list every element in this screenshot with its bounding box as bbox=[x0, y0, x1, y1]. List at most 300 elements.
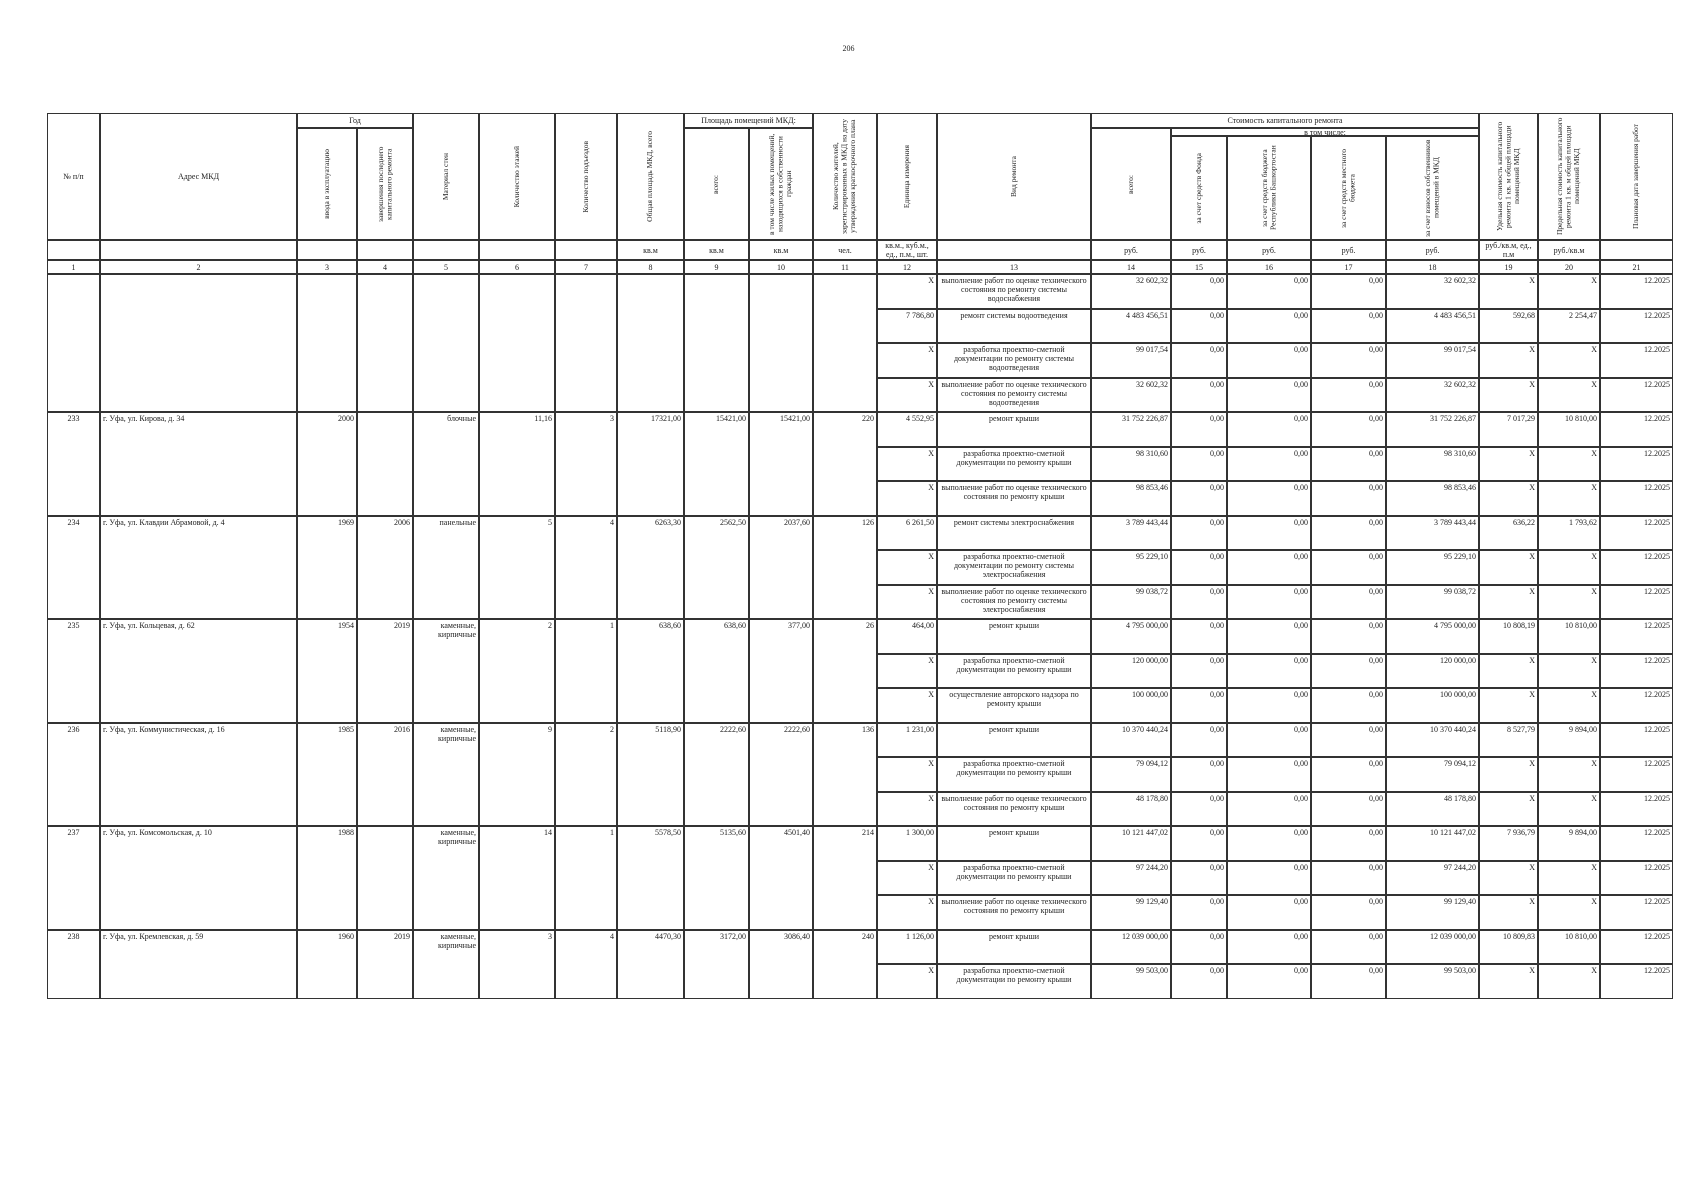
house-residents: 214 bbox=[813, 826, 877, 930]
work-type-cell: ремонт крыши bbox=[937, 723, 1091, 758]
work-lim-cell: 10 810,00 bbox=[1538, 619, 1600, 654]
work-unit-cell: X bbox=[877, 792, 937, 827]
house-prem-total bbox=[684, 274, 749, 412]
header-owners-text: за счет взносов собственников помещений в МКД bbox=[1423, 139, 1441, 237]
work-total-cell: 32 602,32 bbox=[1091, 378, 1171, 413]
house-wall: каменные, кирпичные bbox=[413, 826, 479, 930]
work-fund-cell: 0,00 bbox=[1171, 826, 1227, 861]
header-deadline-text: Плановая дата завершения работ bbox=[1631, 123, 1641, 230]
header-owners bbox=[1386, 136, 1479, 240]
work-lim-cell: 9 894,00 bbox=[1538, 723, 1600, 758]
work-own-cell: 95 229,10 bbox=[1386, 550, 1479, 585]
header-unit-cell-3 bbox=[297, 240, 357, 260]
page-number: 206 bbox=[842, 44, 855, 53]
work-total-cell: 99 017,54 bbox=[1091, 343, 1171, 378]
work-rep-cell: 0,00 bbox=[1227, 895, 1311, 930]
header-entrances bbox=[555, 113, 617, 240]
house-residents: 126 bbox=[813, 516, 877, 620]
work-rep-cell: 0,00 bbox=[1227, 826, 1311, 861]
column-number-15: 15 bbox=[1171, 260, 1227, 274]
work-unit-cell: X bbox=[877, 274, 937, 309]
house-address: г. Уфа, ул. Кирова, д. 34 bbox=[100, 412, 297, 516]
column-number-7: 7 bbox=[555, 260, 617, 274]
work-total-cell: 120 000,00 bbox=[1091, 654, 1171, 689]
work-spec-cell: 7 936,79 bbox=[1479, 826, 1538, 861]
work-spec-cell: 10 808,19 bbox=[1479, 619, 1538, 654]
header-deadline bbox=[1600, 113, 1673, 240]
house-total-area: 4470,30 bbox=[617, 930, 684, 999]
house-prem-total: 638,60 bbox=[684, 619, 749, 723]
house-num: 235 bbox=[47, 619, 100, 723]
work-unit-cell: X bbox=[877, 585, 937, 620]
work-own-cell: 98 853,46 bbox=[1386, 481, 1479, 516]
work-total-cell: 4 483 456,51 bbox=[1091, 309, 1171, 344]
work-total-cell: 79 094,12 bbox=[1091, 757, 1171, 792]
work-fund-cell: 0,00 bbox=[1171, 895, 1227, 930]
work-unit-cell: 1 231,00 bbox=[877, 723, 937, 758]
work-date-cell: 12.2025 bbox=[1600, 516, 1673, 551]
work-own-cell: 99 038,72 bbox=[1386, 585, 1479, 620]
header-limit-text: Предельная стоимость капитального ремонта 1 кв. м общей площади помещений МКД bbox=[1555, 117, 1582, 236]
work-own-cell: 79 094,12 bbox=[1386, 757, 1479, 792]
column-number-6: 6 bbox=[479, 260, 555, 274]
work-date-cell: 12.2025 bbox=[1600, 792, 1673, 827]
house-prem-incl: 2037,60 bbox=[749, 516, 813, 620]
work-loc-cell: 0,00 bbox=[1311, 792, 1386, 827]
work-type-cell: выполнение работ по оценке технического состояния по ремонту системы электроснабжения bbox=[937, 585, 1091, 620]
house-year-repair: 2006 bbox=[357, 516, 413, 620]
header-unit-cell-16: руб. bbox=[1227, 240, 1311, 260]
header-unit-cell-17: руб. bbox=[1311, 240, 1386, 260]
work-spec-cell: X bbox=[1479, 688, 1538, 723]
work-spec-cell: X bbox=[1479, 447, 1538, 482]
header-unit-cell-19: руб./кв.м, ед., п.м bbox=[1479, 240, 1538, 260]
work-rep-cell: 0,00 bbox=[1227, 481, 1311, 516]
header-total-area-text: Общая площадь МКД, всего bbox=[645, 131, 655, 222]
work-lim-cell: X bbox=[1538, 654, 1600, 689]
work-date-cell: 12.2025 bbox=[1600, 930, 1673, 965]
house-year-built: 1960 bbox=[297, 930, 357, 999]
work-type-cell: разработка проектно-сметной документации по ремонту системы электроснабжения bbox=[937, 550, 1091, 585]
work-total-cell: 12 039 000,00 bbox=[1091, 930, 1171, 965]
work-lim-cell: 10 810,00 bbox=[1538, 930, 1600, 965]
work-fund-cell: 0,00 bbox=[1171, 930, 1227, 965]
house-num bbox=[47, 274, 100, 412]
work-date-cell: 12.2025 bbox=[1600, 723, 1673, 758]
work-unit-cell: X bbox=[877, 654, 937, 689]
house-prem-total: 15421,00 bbox=[684, 412, 749, 516]
work-fund-cell: 0,00 bbox=[1171, 964, 1227, 999]
house-year-built: 1954 bbox=[297, 619, 357, 723]
work-fund-cell: 0,00 bbox=[1171, 516, 1227, 551]
work-type-cell: ремонт системы водоотведения bbox=[937, 309, 1091, 344]
header-floors-text: Количество этажей bbox=[511, 145, 521, 208]
work-loc-cell: 0,00 bbox=[1311, 654, 1386, 689]
work-spec-cell: X bbox=[1479, 274, 1538, 309]
work-type-cell: выполнение работ по оценке технического состояния по ремонту системы водоснабжения bbox=[937, 274, 1091, 309]
house-floors: 3 bbox=[479, 930, 555, 999]
work-rep-cell: 0,00 bbox=[1227, 412, 1311, 447]
work-unit-cell: X bbox=[877, 861, 937, 896]
work-total-cell: 31 752 226,87 bbox=[1091, 412, 1171, 447]
house-entrances bbox=[555, 274, 617, 412]
header-unit-cell-9: кв.м bbox=[684, 240, 749, 260]
work-loc-cell: 0,00 bbox=[1311, 619, 1386, 654]
work-loc-cell: 0,00 bbox=[1311, 757, 1386, 792]
house-floors bbox=[479, 274, 555, 412]
work-lim-cell: X bbox=[1538, 757, 1600, 792]
work-own-cell: 3 789 443,44 bbox=[1386, 516, 1479, 551]
work-fund-cell: 0,00 bbox=[1171, 654, 1227, 689]
work-own-cell: 99 129,40 bbox=[1386, 895, 1479, 930]
work-fund-cell: 0,00 bbox=[1171, 688, 1227, 723]
work-unit-cell: 464,00 bbox=[877, 619, 937, 654]
work-spec-cell: X bbox=[1479, 585, 1538, 620]
house-prem-total: 5135,60 bbox=[684, 826, 749, 930]
header-unit-cell-6 bbox=[479, 240, 555, 260]
work-total-cell: 100 000,00 bbox=[1091, 688, 1171, 723]
header-unit-cell-21 bbox=[1600, 240, 1673, 260]
house-num: 237 bbox=[47, 826, 100, 930]
work-type-cell: разработка проектно-сметной документации по ремонту крыши bbox=[937, 964, 1091, 999]
house-year-built bbox=[297, 274, 357, 412]
work-date-cell: 12.2025 bbox=[1600, 550, 1673, 585]
work-spec-cell: X bbox=[1479, 895, 1538, 930]
header-unit-cell-1 bbox=[47, 240, 100, 260]
work-own-cell: 4 795 000,00 bbox=[1386, 619, 1479, 654]
work-unit-cell: X bbox=[877, 343, 937, 378]
work-loc-cell: 0,00 bbox=[1311, 481, 1386, 516]
work-loc-cell: 0,00 bbox=[1311, 585, 1386, 620]
column-number-5: 5 bbox=[413, 260, 479, 274]
header-year: Год bbox=[297, 113, 413, 128]
house-floors: 2 bbox=[479, 619, 555, 723]
work-loc-cell: 0,00 bbox=[1311, 343, 1386, 378]
work-spec-cell: X bbox=[1479, 654, 1538, 689]
header-year-repair-text: завершения последнего капитального ремонта bbox=[375, 146, 393, 222]
work-unit-cell: 4 552,95 bbox=[877, 412, 937, 447]
work-spec-cell: 592,68 bbox=[1479, 309, 1538, 344]
header-num: № п/п bbox=[47, 113, 100, 240]
work-fund-cell: 0,00 bbox=[1171, 378, 1227, 413]
work-unit-cell: X bbox=[877, 757, 937, 792]
work-rep-cell: 0,00 bbox=[1227, 964, 1311, 999]
house-floors: 9 bbox=[479, 723, 555, 827]
column-number-18: 18 bbox=[1386, 260, 1479, 274]
work-loc-cell: 0,00 bbox=[1311, 516, 1386, 551]
work-type-cell: ремонт системы электроснабжения bbox=[937, 516, 1091, 551]
house-num: 236 bbox=[47, 723, 100, 827]
work-own-cell: 4 483 456,51 bbox=[1386, 309, 1479, 344]
house-num: 233 bbox=[47, 412, 100, 516]
work-lim-cell: X bbox=[1538, 688, 1600, 723]
work-unit-cell: X bbox=[877, 481, 937, 516]
header-total-area bbox=[617, 113, 684, 240]
work-fund-cell: 0,00 bbox=[1171, 481, 1227, 516]
work-type-cell: осуществление авторского надзора по ремонту крыши bbox=[937, 688, 1091, 723]
header-unit-cell-8: кв.м bbox=[617, 240, 684, 260]
work-loc-cell: 0,00 bbox=[1311, 309, 1386, 344]
house-prem-total: 2562,50 bbox=[684, 516, 749, 620]
work-type-cell: разработка проектно-сметной документации по ремонту крыши bbox=[937, 654, 1091, 689]
work-fund-cell: 0,00 bbox=[1171, 792, 1227, 827]
work-lim-cell: X bbox=[1538, 964, 1600, 999]
work-type-cell: ремонт крыши bbox=[937, 826, 1091, 861]
work-rep-cell: 0,00 bbox=[1227, 343, 1311, 378]
header-local bbox=[1311, 136, 1386, 240]
header-limit bbox=[1538, 113, 1600, 240]
work-fund-cell: 0,00 bbox=[1171, 861, 1227, 896]
column-number-2: 2 bbox=[100, 260, 297, 274]
work-own-cell: 32 602,32 bbox=[1386, 378, 1479, 413]
work-fund-cell: 0,00 bbox=[1171, 412, 1227, 447]
house-year-repair: 2019 bbox=[357, 619, 413, 723]
house-total-area: 5578,50 bbox=[617, 826, 684, 930]
work-own-cell: 99 017,54 bbox=[1386, 343, 1479, 378]
work-rep-cell: 0,00 bbox=[1227, 378, 1311, 413]
work-lim-cell: X bbox=[1538, 378, 1600, 413]
header-unit-cell-15: руб. bbox=[1171, 240, 1227, 260]
header-unit bbox=[877, 113, 937, 240]
house-prem-incl: 2222,60 bbox=[749, 723, 813, 827]
work-own-cell: 100 000,00 bbox=[1386, 688, 1479, 723]
work-lim-cell: X bbox=[1538, 792, 1600, 827]
work-lim-cell: X bbox=[1538, 274, 1600, 309]
header-unit-cell-13 bbox=[937, 240, 1091, 260]
work-type-cell: разработка проектно-сметной документации по ремонту крыши bbox=[937, 447, 1091, 482]
work-type-cell: выполнение работ по оценке технического состояния по ремонту крыши bbox=[937, 895, 1091, 930]
house-year-built: 2000 bbox=[297, 412, 357, 516]
house-year-built: 1985 bbox=[297, 723, 357, 827]
work-unit-cell: X bbox=[877, 550, 937, 585]
house-residents bbox=[813, 274, 877, 412]
house-prem-total: 3172,00 bbox=[684, 930, 749, 999]
work-type-cell: выполнение работ по оценке технического состояния по ремонту крыши bbox=[937, 481, 1091, 516]
house-total-area: 5118,90 bbox=[617, 723, 684, 827]
header-cost-total-text: всего: bbox=[1125, 174, 1135, 194]
header-republic bbox=[1227, 136, 1311, 240]
work-type-cell: ремонт крыши bbox=[937, 412, 1091, 447]
header-unit-cell-4 bbox=[357, 240, 413, 260]
column-number-17: 17 bbox=[1311, 260, 1386, 274]
work-spec-cell: X bbox=[1479, 964, 1538, 999]
work-rep-cell: 0,00 bbox=[1227, 619, 1311, 654]
work-fund-cell: 0,00 bbox=[1171, 619, 1227, 654]
work-rep-cell: 0,00 bbox=[1227, 723, 1311, 758]
house-residents: 26 bbox=[813, 619, 877, 723]
work-rep-cell: 0,00 bbox=[1227, 792, 1311, 827]
work-date-cell: 12.2025 bbox=[1600, 447, 1673, 482]
capital-repair-table bbox=[47, 113, 1673, 1113]
house-year-repair bbox=[357, 412, 413, 516]
house-year-repair bbox=[357, 274, 413, 412]
work-type-cell: ремонт крыши bbox=[937, 619, 1091, 654]
header-unit-cell-14: руб. bbox=[1091, 240, 1171, 260]
house-address: г. Уфа, ул. Кремлевская, д. 59 bbox=[100, 930, 297, 999]
house-residents: 136 bbox=[813, 723, 877, 827]
header-address: Адрес МКД bbox=[100, 113, 297, 240]
work-rep-cell: 0,00 bbox=[1227, 550, 1311, 585]
work-lim-cell: X bbox=[1538, 861, 1600, 896]
work-loc-cell: 0,00 bbox=[1311, 826, 1386, 861]
house-prem-incl bbox=[749, 274, 813, 412]
column-number-21: 21 bbox=[1600, 260, 1673, 274]
work-rep-cell: 0,00 bbox=[1227, 447, 1311, 482]
header-wall bbox=[413, 113, 479, 240]
work-total-cell: 3 789 443,44 bbox=[1091, 516, 1171, 551]
work-loc-cell: 0,00 bbox=[1311, 378, 1386, 413]
house-total-area: 6263,30 bbox=[617, 516, 684, 620]
house-entrances: 2 bbox=[555, 723, 617, 827]
header-specific bbox=[1479, 113, 1538, 240]
work-spec-cell: X bbox=[1479, 481, 1538, 516]
header-floors bbox=[479, 113, 555, 240]
work-rep-cell: 0,00 bbox=[1227, 861, 1311, 896]
work-spec-cell: X bbox=[1479, 343, 1538, 378]
work-type-cell: разработка проектно-сметной документации по ремонту системы водоотведения bbox=[937, 343, 1091, 378]
column-number-11: 11 bbox=[813, 260, 877, 274]
work-unit-cell: 6 261,50 bbox=[877, 516, 937, 551]
column-number-4: 4 bbox=[357, 260, 413, 274]
header-work-type-text: Вид ремонта bbox=[1008, 156, 1018, 197]
header-prem-total-text: всего: bbox=[711, 174, 721, 194]
header-fund bbox=[1171, 136, 1227, 240]
house-address: г. Уфа, ул. Комсомольская, д. 10 bbox=[100, 826, 297, 930]
work-unit-cell: 7 786,80 bbox=[877, 309, 937, 344]
work-unit-cell: X bbox=[877, 964, 937, 999]
house-address bbox=[100, 274, 297, 412]
header-year-built-text: ввода в эксплуатацию bbox=[321, 149, 331, 219]
header-fund-text: за счет средств Фонда bbox=[1193, 152, 1203, 224]
column-number-13: 13 bbox=[937, 260, 1091, 274]
house-entrances: 1 bbox=[555, 826, 617, 930]
work-spec-cell: X bbox=[1479, 378, 1538, 413]
house-num: 238 bbox=[47, 930, 100, 999]
house-address: г. Уфа, ул. Кольцевая, д. 62 bbox=[100, 619, 297, 723]
work-fund-cell: 0,00 bbox=[1171, 309, 1227, 344]
work-rep-cell: 0,00 bbox=[1227, 930, 1311, 965]
work-total-cell: 10 121 447,02 bbox=[1091, 826, 1171, 861]
work-rep-cell: 0,00 bbox=[1227, 516, 1311, 551]
work-total-cell: 99 129,40 bbox=[1091, 895, 1171, 930]
house-floors: 14 bbox=[479, 826, 555, 930]
house-prem-incl: 4501,40 bbox=[749, 826, 813, 930]
house-prem-incl: 377,00 bbox=[749, 619, 813, 723]
header-year-built bbox=[297, 128, 357, 240]
work-date-cell: 12.2025 bbox=[1600, 964, 1673, 999]
work-own-cell: 120 000,00 bbox=[1386, 654, 1479, 689]
house-prem-incl: 3086,40 bbox=[749, 930, 813, 999]
column-number-14: 14 bbox=[1091, 260, 1171, 274]
work-type-cell: разработка проектно-сметной документации по ремонту крыши bbox=[937, 861, 1091, 896]
work-date-cell: 12.2025 bbox=[1600, 412, 1673, 447]
house-wall bbox=[413, 274, 479, 412]
column-number-10: 10 bbox=[749, 260, 813, 274]
work-total-cell: 99 038,72 bbox=[1091, 585, 1171, 620]
work-spec-cell: X bbox=[1479, 861, 1538, 896]
work-spec-cell: 7 017,29 bbox=[1479, 412, 1538, 447]
work-loc-cell: 0,00 bbox=[1311, 930, 1386, 965]
work-fund-cell: 0,00 bbox=[1171, 447, 1227, 482]
header-residents-text: Количество жителей, зарегистрированных в МКД на дату утверждения краткосрочного плана bbox=[831, 118, 858, 235]
work-type-cell: выполнение работ по оценке технического состояния по ремонту системы водоотведения bbox=[937, 378, 1091, 413]
house-entrances: 4 bbox=[555, 930, 617, 999]
work-rep-cell: 0,00 bbox=[1227, 309, 1311, 344]
work-lim-cell: X bbox=[1538, 585, 1600, 620]
house-total-area: 17321,00 bbox=[617, 412, 684, 516]
work-rep-cell: 0,00 bbox=[1227, 654, 1311, 689]
work-own-cell: 10 121 447,02 bbox=[1386, 826, 1479, 861]
house-wall: каменные, кирпичные bbox=[413, 723, 479, 827]
house-prem-incl: 15421,00 bbox=[749, 412, 813, 516]
work-loc-cell: 0,00 bbox=[1311, 964, 1386, 999]
work-date-cell: 12.2025 bbox=[1600, 619, 1673, 654]
house-wall: каменные, кирпичные bbox=[413, 619, 479, 723]
work-lim-cell: 1 793,62 bbox=[1538, 516, 1600, 551]
work-date-cell: 12.2025 bbox=[1600, 274, 1673, 309]
work-lim-cell: 9 894,00 bbox=[1538, 826, 1600, 861]
work-loc-cell: 0,00 bbox=[1311, 723, 1386, 758]
work-own-cell: 12 039 000,00 bbox=[1386, 930, 1479, 965]
work-fund-cell: 0,00 bbox=[1171, 550, 1227, 585]
header-unit-cell-10: кв.м bbox=[749, 240, 813, 260]
house-year-built: 1988 bbox=[297, 826, 357, 930]
work-lim-cell: X bbox=[1538, 550, 1600, 585]
work-fund-cell: 0,00 bbox=[1171, 343, 1227, 378]
house-num: 234 bbox=[47, 516, 100, 620]
work-date-cell: 12.2025 bbox=[1600, 585, 1673, 620]
house-entrances: 3 bbox=[555, 412, 617, 516]
work-total-cell: 32 602,32 bbox=[1091, 274, 1171, 309]
work-own-cell: 98 310,60 bbox=[1386, 447, 1479, 482]
header-unit-cell-12: кв.м., куб.м., ед., п.м., шт. bbox=[877, 240, 937, 260]
house-entrances: 4 bbox=[555, 516, 617, 620]
work-loc-cell: 0,00 bbox=[1311, 412, 1386, 447]
header-work-type bbox=[937, 113, 1091, 240]
column-number-1: 1 bbox=[47, 260, 100, 274]
work-unit-cell: 1 300,00 bbox=[877, 826, 937, 861]
work-unit-cell: X bbox=[877, 378, 937, 413]
column-number-3: 3 bbox=[297, 260, 357, 274]
house-wall: панельные bbox=[413, 516, 479, 620]
house-floors: 5 bbox=[479, 516, 555, 620]
header-prem-total bbox=[684, 128, 749, 240]
work-type-cell: ремонт крыши bbox=[937, 930, 1091, 965]
work-unit-cell: 1 126,00 bbox=[877, 930, 937, 965]
work-unit-cell: X bbox=[877, 895, 937, 930]
house-year-repair bbox=[357, 826, 413, 930]
work-total-cell: 95 229,10 bbox=[1091, 550, 1171, 585]
work-date-cell: 12.2025 bbox=[1600, 654, 1673, 689]
work-loc-cell: 0,00 bbox=[1311, 550, 1386, 585]
work-unit-cell: X bbox=[877, 688, 937, 723]
work-spec-cell: X bbox=[1479, 550, 1538, 585]
house-floors: 11,16 bbox=[479, 412, 555, 516]
house-residents: 240 bbox=[813, 930, 877, 999]
header-incl: в том числе: bbox=[1171, 128, 1479, 136]
house-prem-total: 2222,60 bbox=[684, 723, 749, 827]
work-spec-cell: X bbox=[1479, 757, 1538, 792]
work-date-cell: 12.2025 bbox=[1600, 309, 1673, 344]
work-date-cell: 12.2025 bbox=[1600, 826, 1673, 861]
work-rep-cell: 0,00 bbox=[1227, 757, 1311, 792]
work-lim-cell: 2 254,47 bbox=[1538, 309, 1600, 344]
work-fund-cell: 0,00 bbox=[1171, 585, 1227, 620]
header-unit-cell-5 bbox=[413, 240, 479, 260]
header-residents bbox=[813, 113, 877, 240]
work-lim-cell: X bbox=[1538, 447, 1600, 482]
work-total-cell: 98 310,60 bbox=[1091, 447, 1171, 482]
